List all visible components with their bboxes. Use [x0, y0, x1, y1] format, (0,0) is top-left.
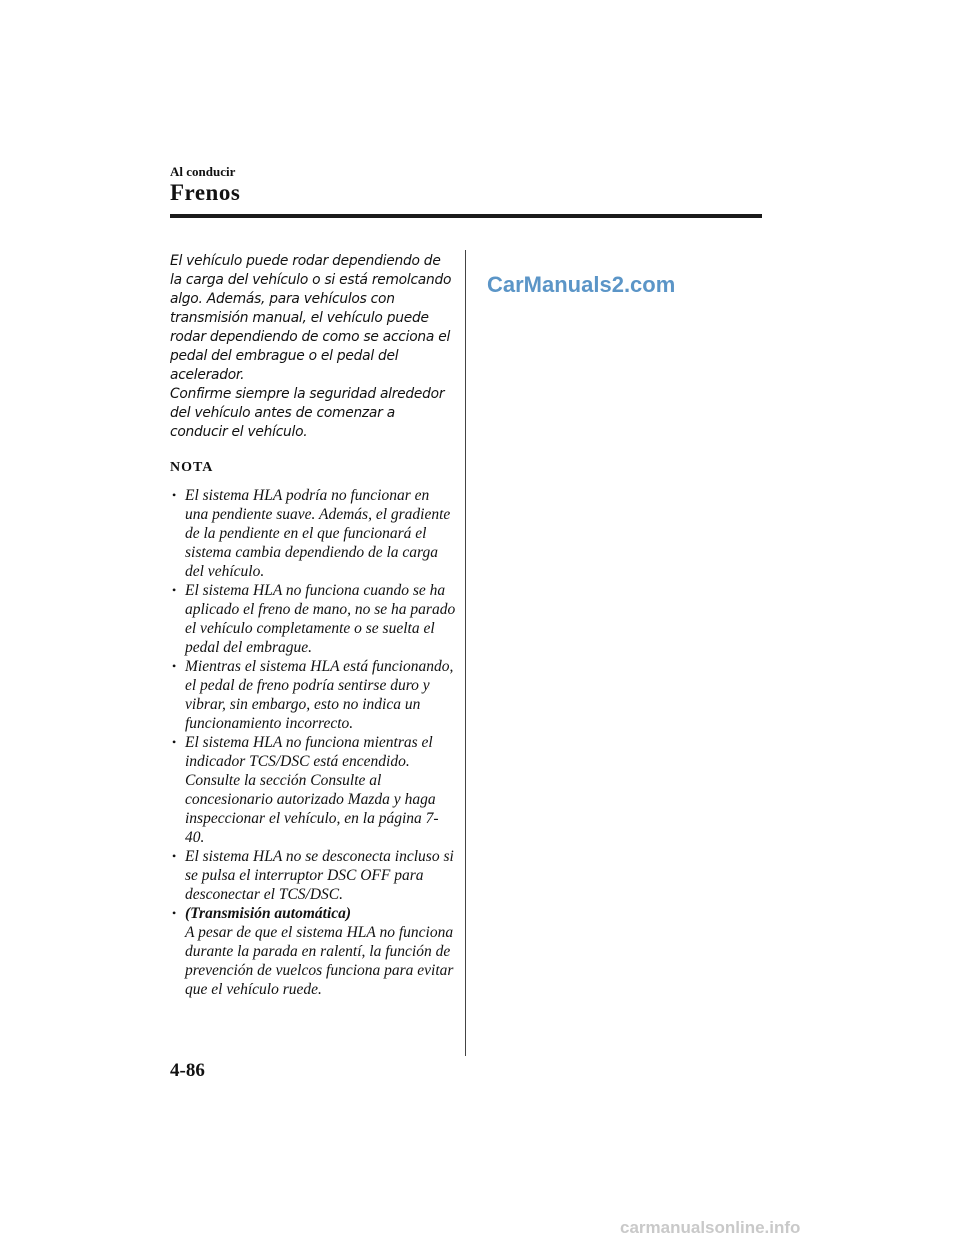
bullet-icon: • — [172, 906, 177, 920]
note-item-text: El sistema HLA no se desconecta incluso si se pulsa el interruptor DSC OFF para desconectar el TCS/DSC. — [185, 848, 454, 903]
note-item — [170, 657, 456, 733]
bullet-icon: • — [172, 583, 177, 597]
note-item-text: Mientras el sistema HLA está funcionando, el pedal de freno podría sentirse duro y vibrar, sin embargo, esto no indica un funcionamiento incorrecto. — [185, 658, 454, 732]
note-item — [170, 581, 456, 657]
note-item-text: El sistema HLA no funciona mientras el indicador TCS/DSC está encendido. Consulte la sección Consulte al concesionario autorizado Mazda y haga inspeccionar el vehículo, en la página 7-40. — [185, 734, 439, 846]
warning-paragraph: El vehículo puede rodar dependiendo de la carga del vehículo o si está remolcando algo. Además, para vehículos con transmisión manual, el vehículo puede rodar dependiendo de como se acciona el pedal del embrague o el pedal del acelerador. — [170, 253, 452, 383]
header-rule — [170, 214, 762, 218]
warning-paragraph: Confirme siempre la seguridad alrededor del vehículo antes de comenzar a conducir el vehículo. — [170, 386, 445, 440]
note-item — [170, 733, 456, 847]
note-item-emphasis: (Transmisión automática) — [185, 905, 352, 922]
page-number: 4-86 — [170, 1060, 205, 1081]
note-item-text: A pesar de que el sistema HLA no funciona durante la parada en ralentí, la función de prevención de vuelcos funciona para evitar que el vehículo ruede. — [185, 924, 454, 998]
section-title: Frenos — [170, 180, 241, 205]
note-list — [170, 486, 456, 999]
column-divider — [465, 250, 466, 1056]
note-item — [170, 486, 456, 581]
bullet-icon: • — [172, 659, 177, 673]
note-item — [170, 847, 456, 904]
note-item-text: El sistema HLA podría no funcionar en una pendiente suave. Además, el gradiente de la pendiente en el que funcionará el sistema cambia dependiendo de la carga del vehículo. — [185, 487, 451, 580]
section-label: Al conducir — [170, 164, 236, 179]
note-heading: NOTA — [170, 460, 214, 475]
bullet-icon: • — [172, 849, 177, 863]
note-item — [170, 904, 456, 999]
note-item-text: El sistema HLA no funciona cuando se ha aplicado el freno de mano, no se ha parado el vehículo completamente o se suelta el pedal del embrague. — [185, 582, 456, 656]
warning-text — [170, 252, 452, 442]
bullet-icon: • — [172, 735, 177, 749]
site-watermark[interactable]: CarManuals2.com — [487, 272, 676, 297]
footer-watermark: carmanualsonline.info — [620, 1218, 801, 1237]
bullet-icon: • — [172, 488, 177, 502]
